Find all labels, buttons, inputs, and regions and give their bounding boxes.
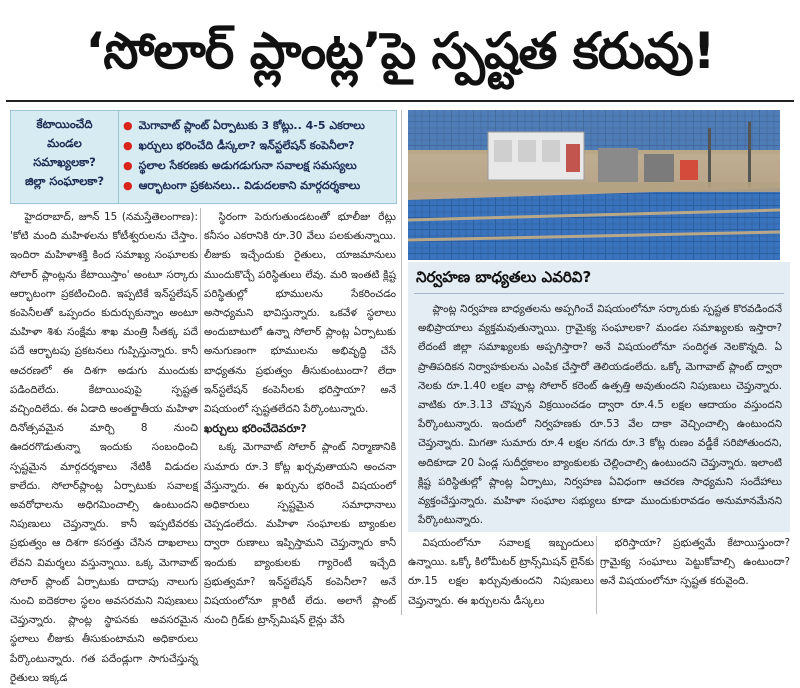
sidebar-heading: నిర్వహణ బాధ్యతలు ఎవరివి? [416, 268, 592, 286]
bullet-icon: ● [123, 159, 133, 172]
highlight-questions [11, 111, 119, 203]
sidebar-text [418, 300, 782, 528]
highlight-point [123, 116, 393, 136]
bullet-icon: ● [123, 179, 133, 192]
paragraph: ప్లాంట్ల నిర్వహణ బాధ్యతలను అప్పగించే విషయంలోనూ సర్కారుకు స్పష్టత కొరవడిందనే అభిప్రాయాలు వ్యక్తమవుతున్నాయి. గ్రామైక్య సంఘాలకా? మండల సమాఖ్యలకు ఇస్తారా? లేదంటే జిల్లా సమాఖ్యలకు అప్పగిస్తారా? అనే విషయంలోనూ సందిగ్ధత నెలకొన్నది. ఏ ప్రాతిపదికన నిర్వాహకులను ఎంపిక చేస్తారో తెలియడంలేదు. ఒక్కో మెగావాట్ ప్లాంట్ ద్వారా నెలకు రూ.1.40 లక్షల వాట్ల సోలార్ కరెంట్ ఉత్పత్తి అవుతుందని నిపుణులు చెప్తున్నారు. వాటికు రూ.3.13 చొప్పున విక్రయించడం ద్వారా రూ.4.5 లక్షల ఆదాయం వస్తుందని పేర్కొంటున్నారు. ఇందులో నిర్వహణకు రూ.53 వేల దాకా వెచ్చించాల్సి ఉంటుందని చెప్తున్నారు. మిగతా సుమారు రూ.4 లక్షల నగదు రూ.3 కోట్ల రుణం వడ్డీకే సరిపోతుందని, అదికూడా 20 ఏండ్ల సుదీర్ఘకాలం బ్యాంకులకు చెల్లించాల్సి ఉంటుందని చెప్తున్నారు. ఇలాంటి క్లిష్ట పరిస్థితుల్లో ప్లాంట్ల ఏర్పాటు, నిర్వహణ ఏవిధంగా ఆచరణ సాధ్యమని సందేహాలు వ్యక్తంచేస్తున్నారు. మహిళా సంఘాల సభ్యులు కూడా ముందుకురావడం అనుమానమేనని పేర్కొంటున్నారు. [418, 303, 782, 527]
highlight-question: మండల [47, 136, 82, 150]
subheading: ఖర్చులు భరించేదెవరూ? [204, 422, 307, 436]
highlight-question: జిల్లా సంఘాలకా? [24, 174, 104, 188]
column-divider [596, 536, 597, 614]
paragraph: విషయంలోనూ సవాలక్ష ఇబ్బందులు ఉన్నాయి. ఒక్కో కిలోమీటర్ ట్రాన్స్‌మిషన్ లైన్‌కు రూ.15 లక్షల ఖర్చువుతుందని నిపుణులు చెప్తున్నారు. ఈ ఖర్చులను డీస్కలు [408, 537, 594, 607]
bullet-icon: ● [123, 139, 133, 152]
highlight-point-text: ఆర్భాటంగా ప్రకటనలు.. విడుదలకాని మార్గదర్శకాలు [138, 179, 361, 192]
paragraph: ఒక్క మెగావాట్ సోలార్ ప్లాంట్ నిర్మాణానికి సుమారు రూ.3 కోట్ల ఖర్చవుతాయని అంచనా వేస్తున్నారు. ఈ ఖర్చును భరించే విషయంలో అధికారులు స్పష్టమైన సమాధానాలు చెప్పడంలేదు. మహిళా సంఘాలకు బ్యాంకుల ద్వారా రుణాలు ఇప్పిస్తామని చెప్తున్నారు కానీ ఇందుకు బ్యాంకులకు గ్యారెంటీ ఇచ్చేది ప్రభుత్వమా? ఇన్‌స్టలేషన్ కంపెనీలా? అనే విషయంలోనూ క్లారిటీ లేదు. అలాగే ప్లాంట్ నుంచి గ్రిడ్‌కు ట్రాన్స్‌మిషన్ లైన్లు వేసే [204, 441, 396, 627]
article-column-3 [408, 534, 594, 616]
bullet-icon: ● [123, 119, 133, 132]
paragraph: భరిస్తాయా? ప్రభుత్వమే కేటాయిస్తుందా? గ్రామైక్య సంఘాలు పెట్టుకోవాల్సి ఉంటుందా? అనే విషయంలోనూ స్పష్టత కరువైంది. [600, 537, 790, 588]
highlight-question: కేటాయించేది [36, 117, 93, 131]
highlight-point-text: స్థలాల సేకరణకు అడుగడుగునా సవాలక్ష సమస్యలు [138, 159, 357, 172]
solar-plant-image [408, 110, 780, 260]
highlight-point [123, 156, 393, 176]
sidebar-box [408, 262, 790, 532]
article-column-2 [204, 208, 396, 627]
highlight-point-text: మెగావాట్ ప్లాంట్ ఏర్పాటుకు 3 కోట్లు.. 4-5 ఎకరాలు [138, 119, 365, 132]
highlight-points [123, 116, 393, 196]
highlight-question: సమాఖ్యలకా? [33, 155, 96, 169]
paragraph: హైదరాబాద్‌, జూన్‌ 15 (నమస్తేతెలంగాణ): 'కోటి మంది మహిళలను కోటీశ్వరులను చేస్తాం. ఇందిరా మహిళాశక్తి కింద సమాఖ్య సంఘాలకు సోలార్ ప్లాంట్లను కేటాయిస్తాం' అంటూ సర్కారు ఆర్భాటంగా ప్రకటించింది. ఇప్పటికే ఇన్‌స్టలేషన్ కంపెనీలతో ఒప్పందం కుదుర్చుకున్నాం అంటూ మహిళా శిశు సంక్షేమ శాఖ మంత్రి సీతక్క పదే పదే ఆర్భాటపు ప్రకటనలు గుప్పిస్తున్నారు. కానీ ఆచరణలో ఈ దిశగా అడుగు ముందుకు పడిందిలేదు. కేటాయింపుపై స్పష్టత వచ్చిందిలేదు. ఈ ఏడాది అంతర్జాతీయ మహిళా దినోత్సవమైన మార్చి 8 నుంచి ఊదరగొడుతున్నా ఇందుకు సంబంధించి స్పష్టమైన మార్గదర్శకాలు నేటికీ విడుదల కాలేదు. సోలార్‌ప్లాంట్ల ఏర్పాటుకు సవాలక్ష అవరోధాలను అధిగమించాల్సి ఉంటుందని నిపుణులు చెప్తున్నారు. కానీ ఇప్పటివరకు ప్రభుత్వం ఆ దిశగా కసరత్తు చేసిన దాఖలాలు లేవని విమర్శలు వస్తున్నాయి. ఒక్క మెగావాట్ సోలార్ ప్లాంట్ ఏర్పాటుకు దాదాపు నాలుగు నుంచి ఐదెకరాల స్థలం అవసరమని నిపుణులు చెప్తున్నారు. ప్లాంట్ల స్థాపనకు అవసరమైన స్థలాలు లీజుకు తీసుకుంటామని అధికారులు పేర్కొంటున్నారు. గత పదేండ్లుగా సాగుచేస్తున్న రైతులు ఇక్కడ [10, 211, 198, 684]
solar-plant-photo [408, 110, 780, 260]
paragraph: స్థిరంగా పెరుగుతుండటంతో భూలీజు రేట్లు కనీసం ఎకరానికి రూ.30 వేలు పలకుతున్నాయి. లీజుకు ఇచ్చేందుకు రైతులు, యాజమానులు ముందుకొచ్చే పరిస్థితులు లేవు. మరి ఇంతటి క్లిష్ట పరిస్థితుల్లో భూములను సేకరించడం అసాధ్యమని భావిస్తున్నారు. ఒకవేళ స్థలాలు అందుబాటులో ఉన్నా సోలార్ ప్లాంట్ల ఏర్పాటుకు అనుగుణంగా భూములను అభివృద్ధి చేసే బాధ్యతను ప్రభుత్వం తీసుకుంటుందా? లేదా ఇన్‌స్టలేషన్ కంపెనీలకు భరిస్తాయా? అనే విషయంలో స్పష్టతలేదని పేర్కొంటున్నారు. [204, 211, 396, 416]
column-divider [200, 208, 201, 613]
article-column-4 [600, 534, 790, 616]
highlight-point-text: ఖర్చులు భరించేది డీస్కలా? ఇన్‌స్టలేషన్ కంపెనీలా? [138, 139, 355, 152]
highlight-box [10, 110, 397, 204]
sidebar-rule [414, 293, 784, 294]
article-column-1 [10, 208, 198, 684]
column-divider [401, 110, 402, 615]
headline: ‘సోలార్ ప్లాంట్ల’పై స్పష్టత కరువు! [85, 22, 715, 80]
highlight-point [123, 176, 393, 196]
headline-rule [6, 100, 794, 102]
highlight-point [123, 136, 393, 156]
